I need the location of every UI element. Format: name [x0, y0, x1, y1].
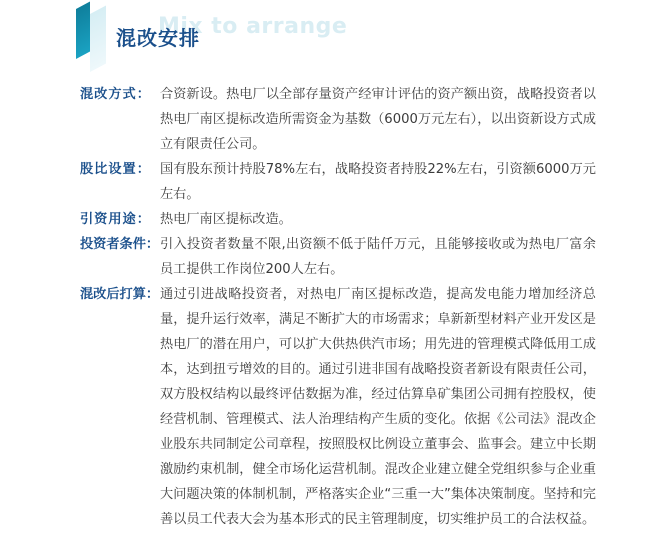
section-title: 混改安排	[116, 26, 200, 50]
item-method	[80, 82, 596, 157]
item-label: 投资者条件：	[80, 237, 160, 252]
item-label: 股比设置：	[80, 162, 151, 177]
arrangement-list	[80, 82, 596, 532]
item-text: 热电厂南区提标改造。	[160, 212, 292, 227]
item-label: 混改方式：	[80, 87, 151, 102]
item-investor-conditions	[80, 232, 596, 282]
item-text: 合资新设。热电厂以全部存量资产经审计评估的资产额出资，战略投资者以热电厂南区提标改造所需资金为基数（6000万元左右），以出资新设方式成立有限责任公司。	[160, 87, 596, 152]
item-share-ratio	[80, 157, 596, 207]
item-text: 国有股东预计持股78%左右，战略投资者持股22%左右，引资额6000万元左右。	[160, 162, 596, 202]
item-text: 引入投资者数量不限,出资额不低于陆仟万元，且能够接收或为热电厂富余员工提供工作岗位200人左右。	[160, 237, 596, 277]
section-subtitle: Mix to arrange	[158, 14, 348, 39]
section-header	[76, 6, 496, 76]
item-post-reform-plan	[80, 282, 596, 532]
item-label: 混改后打算：	[80, 287, 160, 302]
header-accent-shadow	[90, 5, 106, 72]
item-fund-use	[80, 207, 596, 232]
item-text: 通过引进战略投资者，对热电厂南区提标改造，提高发电能力增加经济总量，提升运行效率，满足不断扩大的市场需求；阜新新型材料产业开发区是热电厂的潜在用户，可以扩大供热供汽市场；用先进的管理模式降低用工成本，达到扭亏增效的目的。通过引进非国有战略投资者新设有限责任公司，双方股权结构以最终评估数据为准，经过估算阜矿集团公司拥有控股权，使经营机制、管理模式、法人治理结构产生质的变化。依据《公司法》混改企业股东共同制定公司章程，按照股权比例设立董事会、监事会。建立中长期激励约束机制，健全市场化运营机制。混改企业建立健全党组织参与企业重大问题决策的体制机制，严格落实企业“三重一大”集体决策制度。坚持和完善以员工代表大会为基本形式的民主管理制度，切实维护员工的合法权益。	[160, 287, 596, 527]
item-label: 引资用途：	[80, 212, 151, 227]
header-accent-bar	[76, 2, 90, 59]
